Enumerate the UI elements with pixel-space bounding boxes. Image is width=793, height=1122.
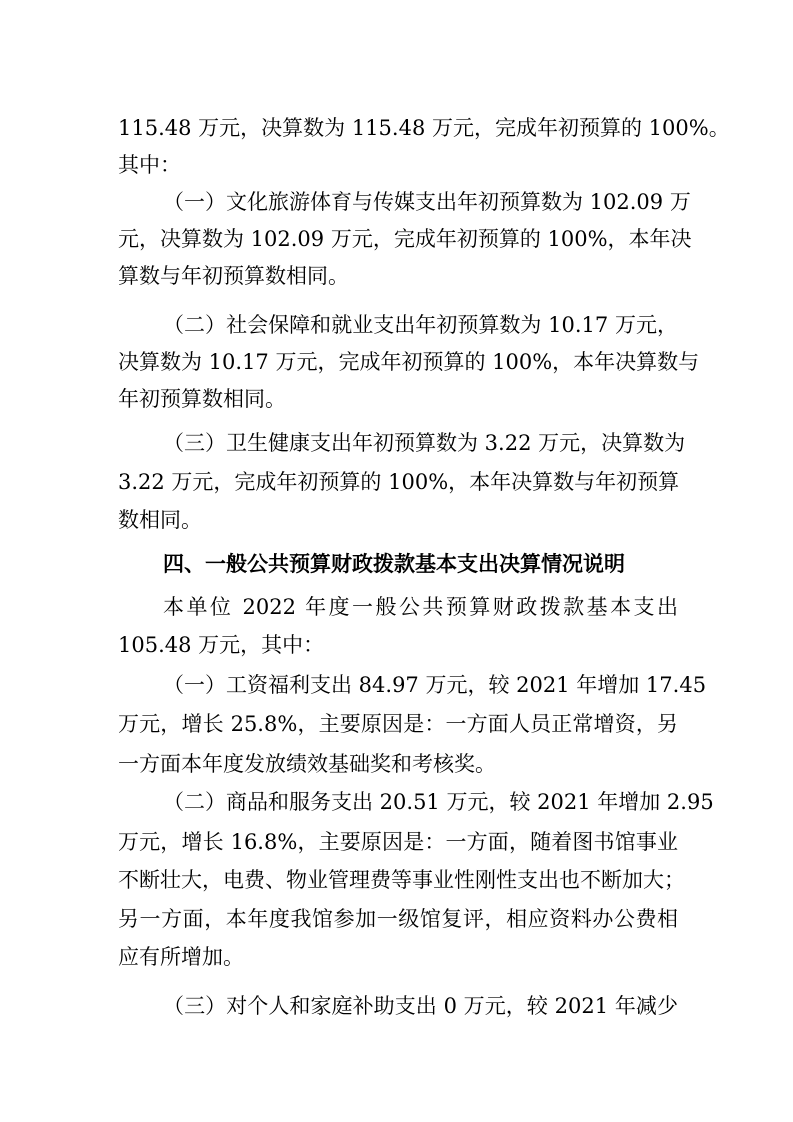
- section4-intro-line-2: 105.48 万元，其中：: [118, 633, 325, 657]
- item3-line-2: 3.22 万元，完成年初预算的 100%，本年决算数与年初预算: [118, 470, 680, 494]
- section4-item2-line-4: 另一方面，本年度我馆参加一级馆复评，相应资料办公费相: [118, 907, 678, 931]
- item2-line-1: （二）社会保障和就业支出年初预算数为 10.17 万元，: [163, 313, 678, 337]
- section4-heading: 四、一般公共预算财政拨款基本支出决算情况说明: [163, 552, 625, 576]
- item3-line-3: 数相同。: [118, 508, 202, 532]
- section4-item1-line-3: 一方面本年度发放绩效基础奖和考核奖。: [118, 752, 496, 776]
- item2-line-3: 年初预算数相同。: [118, 387, 286, 411]
- section4-item1-line-1: （一）工资福利支出 84.97 万元，较 2021 年增加 17.45: [163, 673, 707, 697]
- intro-line-2: 其中：: [118, 153, 181, 177]
- section4-item1-line-2: 万元，增长 25.8%，主要原因是：一方面人员正常增资，另: [118, 712, 678, 736]
- section4-item2-line-1: （二）商品和服务支出 20.51 万元，较 2021 年增加 2.95: [163, 790, 714, 814]
- intro-line-1: 115.48 万元，决算数为 115.48 万元，完成年初预算的 100%。: [118, 116, 730, 140]
- item1-line-2: 元，决算数为 102.09 万元，完成年初预算的 100%，本年决: [118, 227, 692, 251]
- section4-item2-line-5: 应有所增加。: [118, 945, 244, 969]
- item1-line-1: （一）文化旅游体育与传媒支出年初预算数为 102.09 万: [163, 190, 691, 214]
- section4-item3-line-1: （三）对个人和家庭补助支出 0 万元，较 2021 年减少: [163, 994, 678, 1018]
- item3-line-1: （三）卫生健康支出年初预算数为 3.22 万元，决算数为: [163, 431, 686, 455]
- section4-intro-line-1: 本单位 2022 年度一般公共预算财政拨款基本支出: [163, 595, 678, 619]
- section4-item2-line-3: 不断壮大，电费、物业管理费等事业性刚性支出也不断加大；: [118, 868, 685, 892]
- item2-line-2: 决算数为 10.17 万元，完成年初预算的 100%，本年决算数与: [118, 350, 700, 374]
- item1-line-3: 算数与年初预算数相同。: [118, 264, 349, 288]
- section4-item2-line-2: 万元，增长 16.8%，主要原因是：一方面，随着图书馆事业: [118, 830, 678, 854]
